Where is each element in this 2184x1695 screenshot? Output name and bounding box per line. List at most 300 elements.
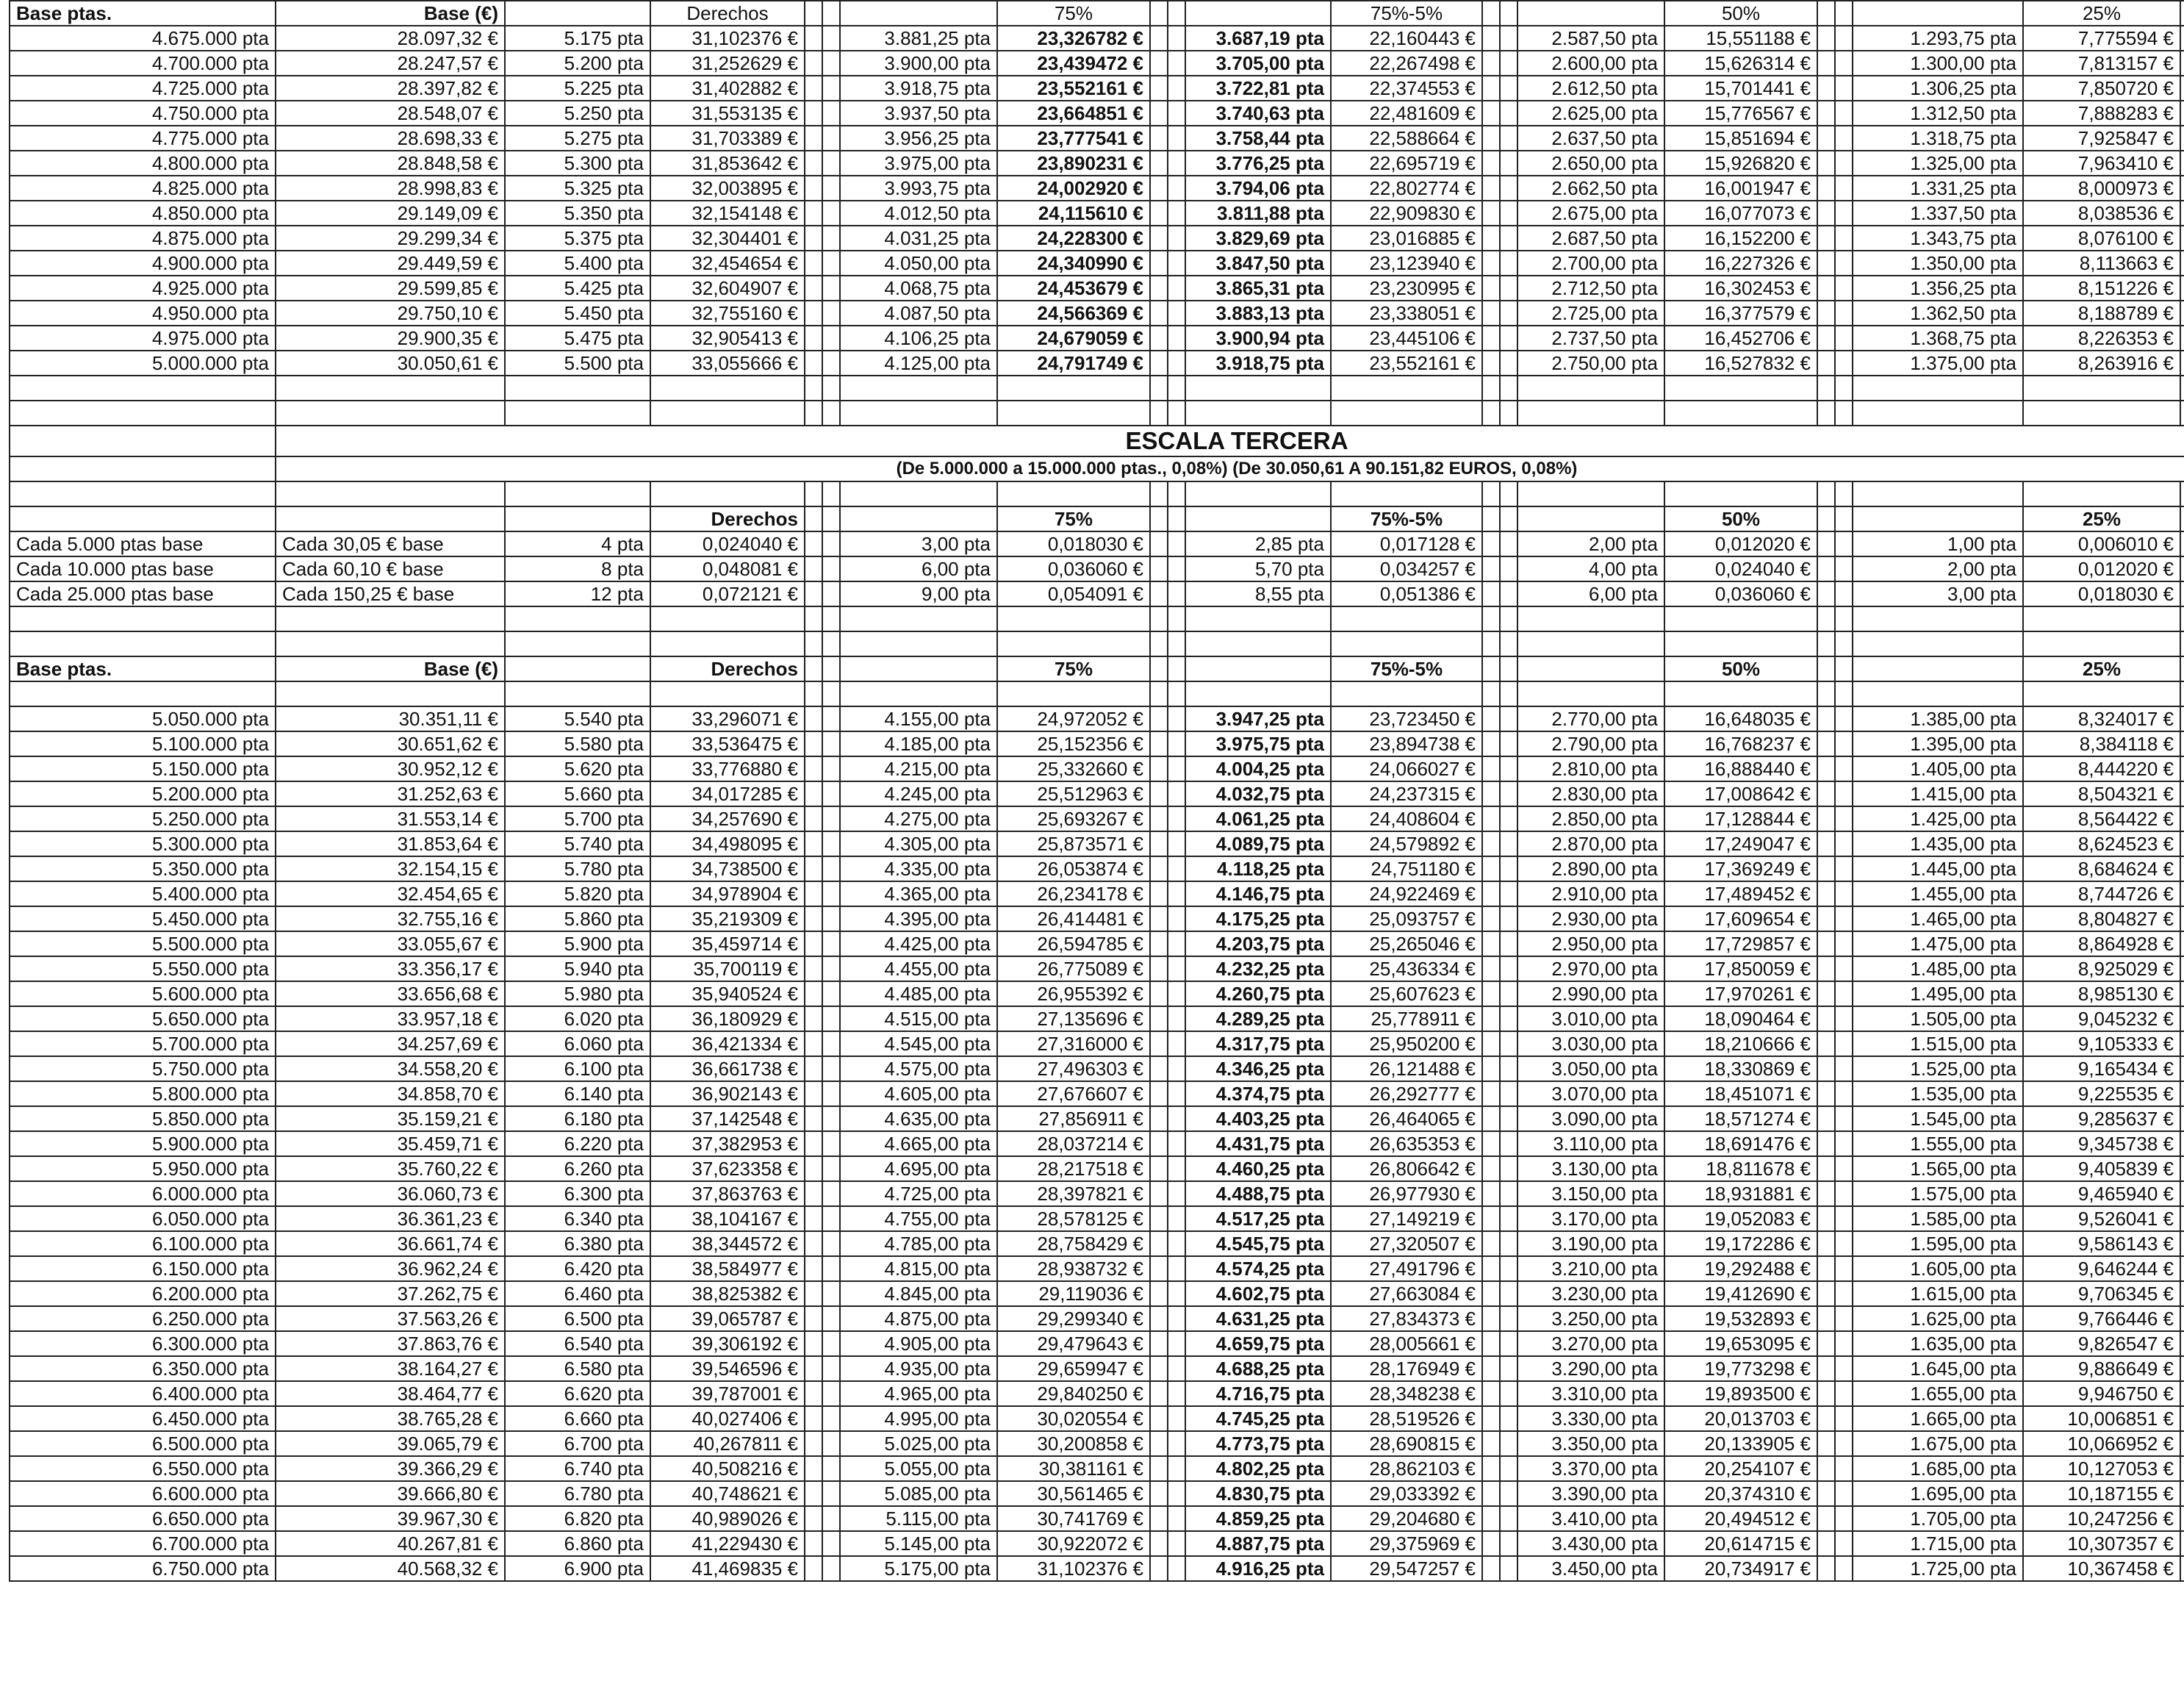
table-cell: 5.400 pta <box>505 251 650 276</box>
table-cell: 3.865,31 pta <box>1185 276 1331 301</box>
table-cell: Cada 150,25 € base <box>276 581 505 606</box>
table-cell: 5.200.000 pta <box>10 781 276 806</box>
table-cell: 4.700.000 pta <box>10 51 276 76</box>
table-cell: 5.145,00 pta <box>840 1531 997 1556</box>
table-cell: 4.431,75 pta <box>1185 1131 1331 1156</box>
header-25: 25% <box>2023 1 2180 26</box>
table-cell: 1.485,00 pta <box>1853 956 2023 981</box>
table-cell: 6.140 pta <box>505 1081 650 1106</box>
table-cell: 27,149219 € <box>1331 1206 1482 1231</box>
table-cell: 26,806642 € <box>1331 1156 1482 1181</box>
escala-subtitle-row <box>10 456 2184 481</box>
table-cell: 4.185,00 pta <box>840 731 997 756</box>
table-cell: 33,296071 € <box>650 706 805 731</box>
table-row <box>10 856 2184 881</box>
table-cell: 1.325,00 pta <box>1853 151 2023 176</box>
table-cell: 9,706345 € <box>2023 1281 2180 1306</box>
table-cell: 6.460 pta <box>505 1281 650 1306</box>
table-cell: 36.060,73 € <box>276 1181 505 1206</box>
table-row <box>10 831 2184 856</box>
table-cell: 39,065787 € <box>650 1306 805 1331</box>
table-row <box>10 1156 2184 1181</box>
table-cell: 22,802774 € <box>1331 176 1482 201</box>
table-cell: 20,494512 € <box>1664 1506 1817 1531</box>
table-cell: 5.325 pta <box>505 176 650 201</box>
table-cell: Cada 25.000 ptas base <box>10 581 276 606</box>
table-cell: 1.455,00 pta <box>1853 881 2023 906</box>
table-cell: 6.200.000 pta <box>10 1281 276 1306</box>
table-cell: 4.995,00 pta <box>840 1406 997 1431</box>
table-cell: 4.455,00 pta <box>840 956 997 981</box>
table-cell: 3.410,00 pta <box>1517 1506 1664 1531</box>
table-row <box>10 201 2184 226</box>
table-cell: 31,402882 € <box>650 76 805 101</box>
table-cell: 3.993,75 pta <box>840 176 997 201</box>
header-base-eur: Base (€) <box>276 1 505 26</box>
table-cell: 4.517,25 pta <box>1185 1206 1331 1231</box>
table-cell: 4.203,75 pta <box>1185 931 1331 956</box>
table-cell: 16,527832 € <box>1664 351 1817 376</box>
table-cell: 4.175,25 pta <box>1185 906 1331 931</box>
table-cell: 4.215,00 pta <box>840 756 997 781</box>
table-cell: 23,338051 € <box>1331 301 1482 326</box>
table-cell: 5.850.000 pta <box>10 1106 276 1131</box>
table-cell: 31.853,64 € <box>276 831 505 856</box>
table-cell: 8,864928 € <box>2023 931 2180 956</box>
table-cell: 1.306,25 pta <box>1853 76 2023 101</box>
table-cell: 32,755160 € <box>650 301 805 326</box>
table-cell: 33.656,68 € <box>276 981 505 1006</box>
table-cell: 26,121488 € <box>1331 1056 1482 1081</box>
table-cell: 3.370,00 pta <box>1517 1456 1664 1481</box>
table-cell: 5.540 pta <box>505 706 650 731</box>
table-cell: 8,263916 € <box>2023 351 2180 376</box>
table-cell: 8,188789 € <box>2023 301 2180 326</box>
table-cell: 18,571274 € <box>1664 1106 1817 1131</box>
table-cell: 4.859,25 pta <box>1185 1506 1331 1531</box>
table-cell: 6.050.000 pta <box>10 1206 276 1231</box>
table-cell: 4.815,00 pta <box>840 1256 997 1281</box>
table-cell: 6.650.000 pta <box>10 1506 276 1531</box>
table-cell: 2.600,00 pta <box>1517 51 1664 76</box>
table-cell: 6.860 pta <box>505 1531 650 1556</box>
table-row <box>10 1406 2184 1431</box>
table-cell: 3.900,94 pta <box>1185 326 1331 351</box>
table-cell: 19,052083 € <box>1664 1206 1817 1231</box>
table-cell: 19,292488 € <box>1664 1256 1817 1281</box>
table-cell: 36.361,23 € <box>276 1206 505 1231</box>
table-cell: 1.595,00 pta <box>1853 1231 2023 1256</box>
table-cell: 15,551188 € <box>1664 26 1817 51</box>
table-cell: 4.659,75 pta <box>1185 1331 1331 1356</box>
table-cell: 9,886649 € <box>2023 1356 2180 1381</box>
table-row <box>10 1506 2184 1531</box>
table-cell: 10,367458 € <box>2023 1556 2180 1581</box>
table-cell: 27,320507 € <box>1331 1231 1482 1256</box>
table-cell: 1,00 pta <box>1853 531 2023 556</box>
table-cell: 27,491796 € <box>1331 1256 1482 1281</box>
table-cell: 4.688,25 pta <box>1185 1356 1331 1381</box>
table-cell: 4.665,00 pta <box>840 1131 997 1156</box>
table-cell: 4.965,00 pta <box>840 1381 997 1406</box>
table-cell: 6.900 pta <box>505 1556 650 1581</box>
table-cell: 25,093757 € <box>1331 906 1482 931</box>
table-cell: 35,219309 € <box>650 906 805 931</box>
table-row <box>10 1306 2184 1331</box>
table-cell: 1.385,00 pta <box>1853 706 2023 731</box>
table-cell: 23,445106 € <box>1331 326 1482 351</box>
table-cell: 16,001947 € <box>1664 176 1817 201</box>
table-cell: 1.445,00 pta <box>1853 856 2023 881</box>
table-cell: 5.150.000 pta <box>10 756 276 781</box>
table-row <box>10 226 2184 251</box>
table-cell: 4.745,25 pta <box>1185 1406 1331 1431</box>
table-cell: 4.275,00 pta <box>840 806 997 831</box>
table-cell: 28,176949 € <box>1331 1356 1482 1381</box>
table-cell: 8,226353 € <box>2023 326 2180 351</box>
table-cell: 2.930,00 pta <box>1517 906 1664 931</box>
table-cell: 28,005661 € <box>1331 1331 1482 1356</box>
table-cell: 4.574,25 pta <box>1185 1256 1331 1281</box>
table-cell: 24,115610 € <box>997 201 1150 226</box>
table-cell: 3.829,69 pta <box>1185 226 1331 251</box>
table-cell: 2.990,00 pta <box>1517 981 1664 1006</box>
table-cell: 26,053874 € <box>997 856 1150 881</box>
table-cell: 5.600.000 pta <box>10 981 276 1006</box>
table-cell: 3.758,44 pta <box>1185 126 1331 151</box>
table-cell: 3.847,50 pta <box>1185 251 1331 276</box>
table-cell: 16,077073 € <box>1664 201 1817 226</box>
table-cell: 3.350,00 pta <box>1517 1431 1664 1456</box>
table-cell: 5.800.000 pta <box>10 1081 276 1106</box>
table-cell: 2.910,00 pta <box>1517 881 1664 906</box>
header-base-ptas: Base ptas. <box>10 1 276 26</box>
table-cell: 28,217518 € <box>997 1156 1150 1181</box>
table-cell: 38,584977 € <box>650 1256 805 1281</box>
table-row <box>10 1231 2184 1256</box>
table-cell: 4.032,75 pta <box>1185 781 1331 806</box>
table-cell: 5.750.000 pta <box>10 1056 276 1081</box>
table-cell: 9,465940 € <box>2023 1181 2180 1206</box>
table-cell: 29.149,09 € <box>276 201 505 226</box>
table-cell: 24,002920 € <box>997 176 1150 201</box>
table-cell: 4.545,00 pta <box>840 1031 997 1056</box>
table-cell: 29,659947 € <box>997 1356 1150 1381</box>
table-cell: 28,938732 € <box>997 1256 1150 1281</box>
table-cell: 4.061,25 pta <box>1185 806 1331 831</box>
table-cell: 6.060 pta <box>505 1031 650 1056</box>
header-50: 50% <box>1664 656 1817 681</box>
table-cell: 26,955392 € <box>997 981 1150 1006</box>
table-cell: 5.900 pta <box>505 931 650 956</box>
table-cell: 9,00 pta <box>840 581 997 606</box>
table-cell: 3.687,19 pta <box>1185 26 1331 51</box>
table-row <box>10 1206 2184 1231</box>
table-cell: 3.883,13 pta <box>1185 301 1331 326</box>
table-cell: 23,777541 € <box>997 126 1150 151</box>
table-cell: 23,894738 € <box>1331 731 1482 756</box>
table-cell: 25,607623 € <box>1331 981 1482 1006</box>
table-cell: 20,614715 € <box>1664 1531 1817 1556</box>
table-cell: 17,729857 € <box>1664 931 1817 956</box>
table-cell: 23,439472 € <box>997 51 1150 76</box>
table-cell: 1.331,25 pta <box>1853 176 2023 201</box>
table-cell: 3.030,00 pta <box>1517 1031 1664 1056</box>
table-cell: 29,840250 € <box>997 1381 1150 1406</box>
table-cell: 4.575,00 pta <box>840 1056 997 1081</box>
table-cell: 5.100.000 pta <box>10 731 276 756</box>
table-cell: 8,384118 € <box>2023 731 2180 756</box>
table-row <box>10 151 2184 176</box>
table-cell: 2,85 pta <box>1185 531 1331 556</box>
table-cell: 5.660 pta <box>505 781 650 806</box>
table-cell: 36,421334 € <box>650 1031 805 1056</box>
table-row <box>10 326 2184 351</box>
table-cell: 3.390,00 pta <box>1517 1481 1664 1506</box>
table-cell: 6.620 pta <box>505 1381 650 1406</box>
table-cell: 29.299,34 € <box>276 226 505 251</box>
table-cell: 5.250.000 pta <box>10 806 276 831</box>
table-cell: 16,302453 € <box>1664 276 1817 301</box>
table-cell: 15,851694 € <box>1664 126 1817 151</box>
table-cell: 3.230,00 pta <box>1517 1281 1664 1306</box>
table-cell: 23,016885 € <box>1331 226 1482 251</box>
table-cell: 40,989026 € <box>650 1506 805 1531</box>
table-cell: 4.365,00 pta <box>840 881 997 906</box>
table-cell: 24,579892 € <box>1331 831 1482 856</box>
table-cell: 32,905413 € <box>650 326 805 351</box>
table-cell: 5.900.000 pta <box>10 1131 276 1156</box>
table-cell: 26,464065 € <box>1331 1106 1482 1131</box>
table-cell: 0,024040 € <box>1664 556 1817 581</box>
table-row <box>10 581 2184 606</box>
table-cell: 2.870,00 pta <box>1517 831 1664 856</box>
table-cell: 6.660 pta <box>505 1406 650 1431</box>
table-cell: 3.290,00 pta <box>1517 1356 1664 1381</box>
table-cell: 2.750,00 pta <box>1517 351 1664 376</box>
table-cell: 6.100 pta <box>505 1056 650 1081</box>
table-cell: 8,744726 € <box>2023 881 2180 906</box>
table-cell: 39.666,80 € <box>276 1481 505 1506</box>
table-cell: 28,578125 € <box>997 1206 1150 1231</box>
table-row <box>10 1106 2184 1131</box>
table-cell: 1.435,00 pta <box>1853 831 2023 856</box>
table-cell: 32,304401 € <box>650 226 805 251</box>
table-cell: 8,684624 € <box>2023 856 2180 881</box>
table-cell: 30.952,12 € <box>276 756 505 781</box>
table-cell: 6.020 pta <box>505 1006 650 1031</box>
table-cell: 3.900,00 pta <box>840 51 997 76</box>
table-cell: 4.631,25 pta <box>1185 1306 1331 1331</box>
table-cell: 5.055,00 pta <box>840 1456 997 1481</box>
table-cell: 30.351,11 € <box>276 706 505 731</box>
table-cell: 27,856911 € <box>997 1106 1150 1131</box>
table-cell: 18,691476 € <box>1664 1131 1817 1156</box>
table-cell: 32.154,15 € <box>276 856 505 881</box>
table-cell: 5.980 pta <box>505 981 650 1006</box>
table-cell: 29.750,10 € <box>276 301 505 326</box>
table-cell: 37,142548 € <box>650 1106 805 1131</box>
table-cell: 22,267498 € <box>1331 51 1482 76</box>
table-cell: 0,034257 € <box>1331 556 1482 581</box>
table-cell: 9,405839 € <box>2023 1156 2180 1181</box>
table-cell: 8,55 pta <box>1185 581 1331 606</box>
table-cell: 5.250 pta <box>505 101 650 126</box>
table-cell: 39.967,30 € <box>276 1506 505 1531</box>
table-cell: 4.802,25 pta <box>1185 1456 1331 1481</box>
table-cell: 3,00 pta <box>1853 581 2023 606</box>
table-cell: 27,834373 € <box>1331 1306 1482 1331</box>
table-cell: 36,902143 € <box>650 1081 805 1106</box>
table-row <box>10 731 2184 756</box>
table-cell: 2.675,00 pta <box>1517 201 1664 226</box>
table-cell: 34.558,20 € <box>276 1056 505 1081</box>
table-cell: 6.550.000 pta <box>10 1456 276 1481</box>
table-cell: Cada 5.000 ptas base <box>10 531 276 556</box>
table-cell: 2.625,00 pta <box>1517 101 1664 126</box>
table-cell: 8,624523 € <box>2023 831 2180 856</box>
table-cell: 1.715,00 pta <box>1853 1531 2023 1556</box>
table-cell: 5.650.000 pta <box>10 1006 276 1031</box>
table-cell: 31,102376 € <box>997 1556 1150 1581</box>
table-cell: 5.000.000 pta <box>10 351 276 376</box>
table-cell: 5.450.000 pta <box>10 906 276 931</box>
table-cell: 1.350,00 pta <box>1853 251 2023 276</box>
table-cell: 32,604907 € <box>650 276 805 301</box>
table-cell: 6.100.000 pta <box>10 1231 276 1256</box>
table-row <box>10 1431 2184 1456</box>
table-cell: 2.687,50 pta <box>1517 226 1664 251</box>
table-cell: 1.665,00 pta <box>1853 1406 2023 1431</box>
table-cell: 4.905,00 pta <box>840 1331 997 1356</box>
table-cell: 6.450.000 pta <box>10 1406 276 1431</box>
table-cell: 25,265046 € <box>1331 931 1482 956</box>
header-25: 25% <box>2023 506 2180 531</box>
table-cell: 37.563,26 € <box>276 1306 505 1331</box>
table-cell: 1.495,00 pta <box>1853 981 2023 1006</box>
table-cell: 4.305,00 pta <box>840 831 997 856</box>
table-cell: 28.097,32 € <box>276 26 505 51</box>
table-cell: 31,853642 € <box>650 151 805 176</box>
table-row <box>10 76 2184 101</box>
table-cell: 0,048081 € <box>650 556 805 581</box>
table-cell: 7,888283 € <box>2023 101 2180 126</box>
table-cell: 4.515,00 pta <box>840 1006 997 1031</box>
table-row <box>10 781 2184 806</box>
table-row <box>10 251 2184 276</box>
table-cell: 5.500 pta <box>505 351 650 376</box>
table-cell: 1.375,00 pta <box>1853 351 2023 376</box>
table-cell: 7,813157 € <box>2023 51 2180 76</box>
table-cell: 1.465,00 pta <box>1853 906 2023 931</box>
table-cell: 4.260,75 pta <box>1185 981 1331 1006</box>
table-cell: Cada 60,10 € base <box>276 556 505 581</box>
table-cell: 6.220 pta <box>505 1131 650 1156</box>
table-cell: 6,00 pta <box>840 556 997 581</box>
table-cell: 2.587,50 pta <box>1517 26 1664 51</box>
table-cell: 4.925.000 pta <box>10 276 276 301</box>
table-cell: 1.635,00 pta <box>1853 1331 2023 1356</box>
table-cell: 5.275 pta <box>505 126 650 151</box>
table-cell: 5.700 pta <box>505 806 650 831</box>
table-cell: 5.700.000 pta <box>10 1031 276 1056</box>
tax-scale-table <box>9 0 2184 1582</box>
table-cell: 4.545,75 pta <box>1185 1231 1331 1256</box>
header-75-5: 75%-5% <box>1331 656 1482 681</box>
table-cell: 9,526041 € <box>2023 1206 2180 1231</box>
table-cell: 9,766446 € <box>2023 1306 2180 1331</box>
table-cell: 27,663084 € <box>1331 1281 1482 1306</box>
table-cell: 30,381161 € <box>997 1456 1150 1481</box>
table-cell: 17,008642 € <box>1664 781 1817 806</box>
table-cell: 24,228300 € <box>997 226 1150 251</box>
table-cell: 4.916,25 pta <box>1185 1556 1331 1581</box>
table-cell: 22,695719 € <box>1331 151 1482 176</box>
table-cell: 4.425,00 pta <box>840 931 997 956</box>
table-cell: 36.661,74 € <box>276 1231 505 1256</box>
table-cell: 4.755,00 pta <box>840 1206 997 1231</box>
table-cell: 17,609654 € <box>1664 906 1817 931</box>
table-cell: 20,254107 € <box>1664 1456 1817 1481</box>
table-cell: 32,154148 € <box>650 201 805 226</box>
table-row <box>10 1281 2184 1306</box>
table-row <box>10 1031 2184 1056</box>
table-cell: 31,252629 € <box>650 51 805 76</box>
table-cell: 6.700 pta <box>505 1431 650 1456</box>
spacer-row <box>10 481 2184 506</box>
table-cell: 3.918,75 pta <box>1185 351 1331 376</box>
table-cell: 23,230995 € <box>1331 276 1482 301</box>
table-cell: 29.599,85 € <box>276 276 505 301</box>
header-base-eur: Base (€) <box>276 656 505 681</box>
table-cell: 20,734917 € <box>1664 1556 1817 1581</box>
table-cell: 6.740 pta <box>505 1456 650 1481</box>
table-cell: 4.031,25 pta <box>840 226 997 251</box>
table-cell: 26,775089 € <box>997 956 1150 981</box>
table-cell: 4.403,25 pta <box>1185 1106 1331 1131</box>
table-cell: 8,324017 € <box>2023 706 2180 731</box>
table-cell: 17,249047 € <box>1664 831 1817 856</box>
table-cell: 20,374310 € <box>1664 1481 1817 1506</box>
table-cell: 1.645,00 pta <box>1853 1356 2023 1381</box>
table-cell: 3.947,25 pta <box>1185 706 1331 731</box>
table-cell: 15,926820 € <box>1664 151 1817 176</box>
table-cell: 24,679059 € <box>997 326 1150 351</box>
table-cell: 5.025,00 pta <box>840 1431 997 1456</box>
table-row <box>10 806 2184 831</box>
table-cell: 5.475 pta <box>505 326 650 351</box>
table-cell: 28,348238 € <box>1331 1381 1482 1406</box>
table-cell: 4.716,75 pta <box>1185 1381 1331 1406</box>
table-cell: 22,588664 € <box>1331 126 1482 151</box>
table-cell: 34,738500 € <box>650 856 805 881</box>
table-cell: 30.651,62 € <box>276 731 505 756</box>
table-cell: 30,020554 € <box>997 1406 1150 1431</box>
table-cell: 33.055,67 € <box>276 931 505 956</box>
table-cell: 5.860 pta <box>505 906 650 931</box>
table-cell: 32.755,16 € <box>276 906 505 931</box>
table-cell: 6.700.000 pta <box>10 1531 276 1556</box>
table-cell: 8,985130 € <box>2023 981 2180 1006</box>
table-cell: 4.460,25 pta <box>1185 1156 1331 1181</box>
table-cell: 28,862103 € <box>1331 1456 1482 1481</box>
table-cell: 37.863,76 € <box>276 1331 505 1356</box>
table-cell: 4.695,00 pta <box>840 1156 997 1181</box>
table-cell: 17,970261 € <box>1664 981 1817 1006</box>
table-cell: 8,113663 € <box>2023 251 2180 276</box>
table-cell: 30,922072 € <box>997 1531 1150 1556</box>
table-cell: 35,459714 € <box>650 931 805 956</box>
